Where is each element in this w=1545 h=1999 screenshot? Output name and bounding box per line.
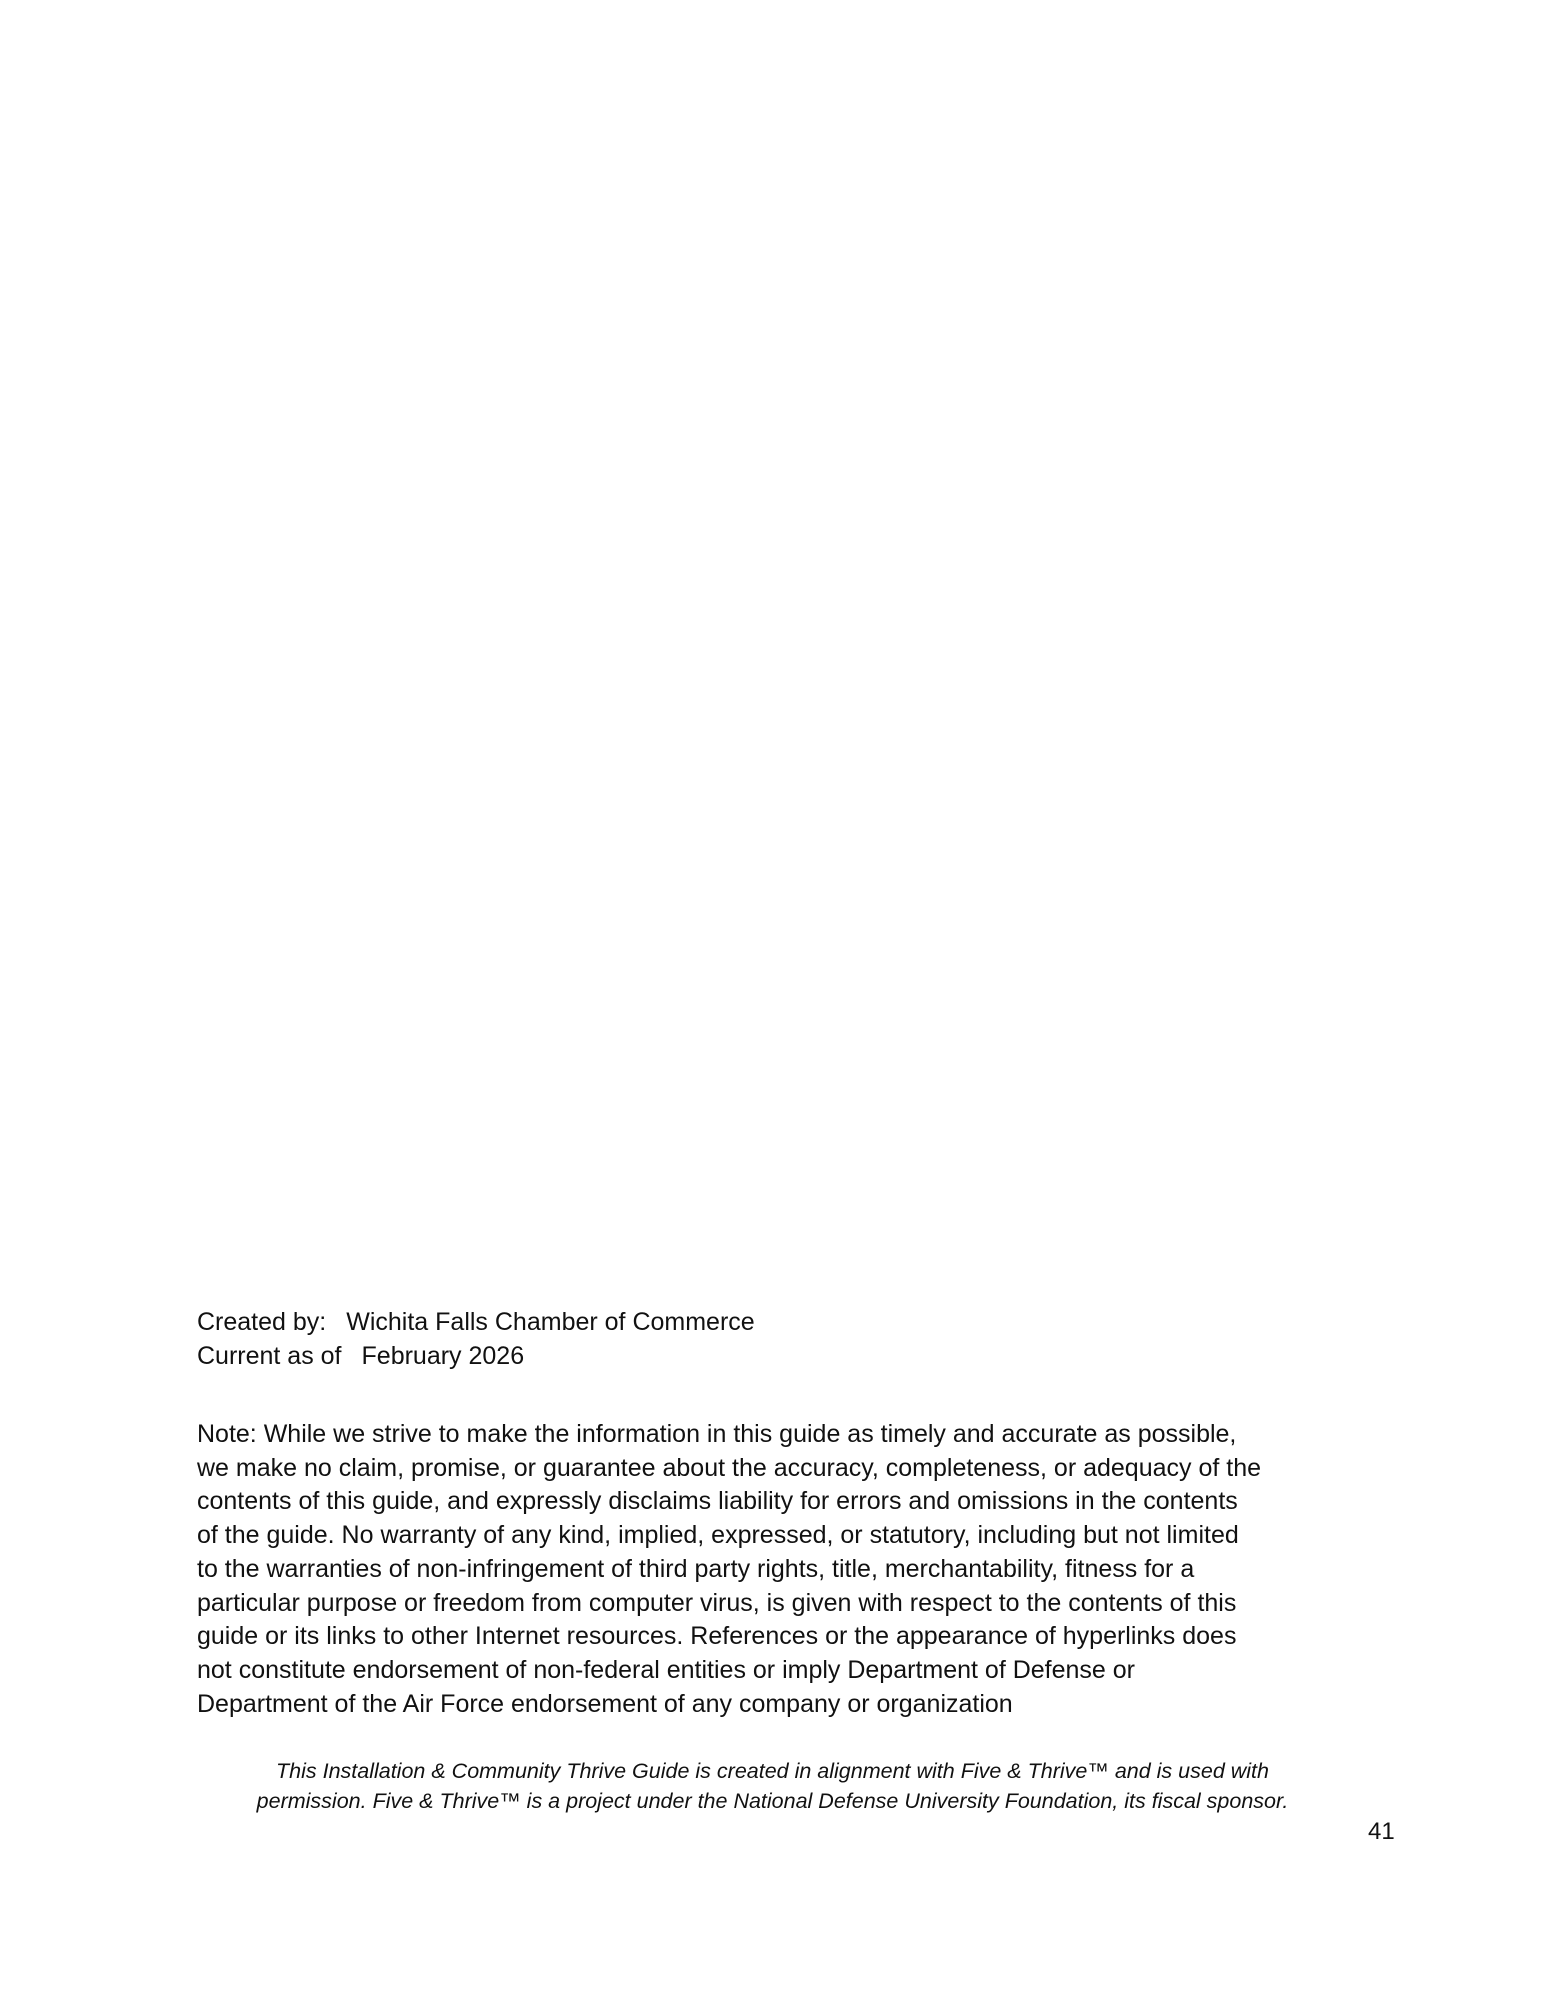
current-as-of-value: February 2026 <box>361 1342 525 1370</box>
disclaimer-line: to the warranties of non-infringement of third party rights, title, merchantability, fitness for a <box>197 1554 1195 1583</box>
created-by-row <box>197 1305 755 1339</box>
disclaimer-line: of the guide. No warranty of any kind, implied, expressed, or statutory, including but not limited <box>197 1521 1239 1550</box>
disclaimer-line: not constitute endorsement of non-federal entities or imply Department of Defense or <box>197 1655 1136 1684</box>
disclaimer-line: Note: While we strive to make the information in this guide as timely and accurate as possible, <box>197 1420 1237 1448</box>
disclaimer-line: we make no claim, promise, or guarantee about the accuracy, completeness, or adequacy of the <box>197 1453 1262 1482</box>
attribution-statement <box>150 1756 1395 1816</box>
page-number: 41 <box>1368 1818 1395 1845</box>
created-by-value: Wichita Falls Chamber of Commerce <box>346 1308 755 1336</box>
attribution-line: permission. Five & Thrive™ is a project under the National Defense University Foundation, its fiscal sponsor. <box>256 1789 1289 1813</box>
current-as-of-row <box>197 1339 755 1373</box>
disclaimer-line: guide or its links to other Internet resources. References or the appearance of hyperlinks does <box>197 1622 1237 1651</box>
disclaimer-line: particular purpose or freedom from computer virus, is given with respect to the contents of this <box>197 1588 1237 1617</box>
disclaimer-note <box>197 1418 1337 1721</box>
current-as-of-label: Current as of <box>197 1342 342 1370</box>
document-metadata <box>197 1305 755 1373</box>
created-by-label: Created by: <box>197 1308 327 1336</box>
disclaimer-line: Department of the Air Force endorsement of any company or organization <box>197 1689 1013 1718</box>
disclaimer-line: contents of this guide, and expressly disclaims liability for errors and omissions in the contents <box>197 1487 1238 1516</box>
attribution-line: This Installation & Community Thrive Guide is created in alignment with Five & Thrive™ and is used with <box>276 1759 1269 1783</box>
